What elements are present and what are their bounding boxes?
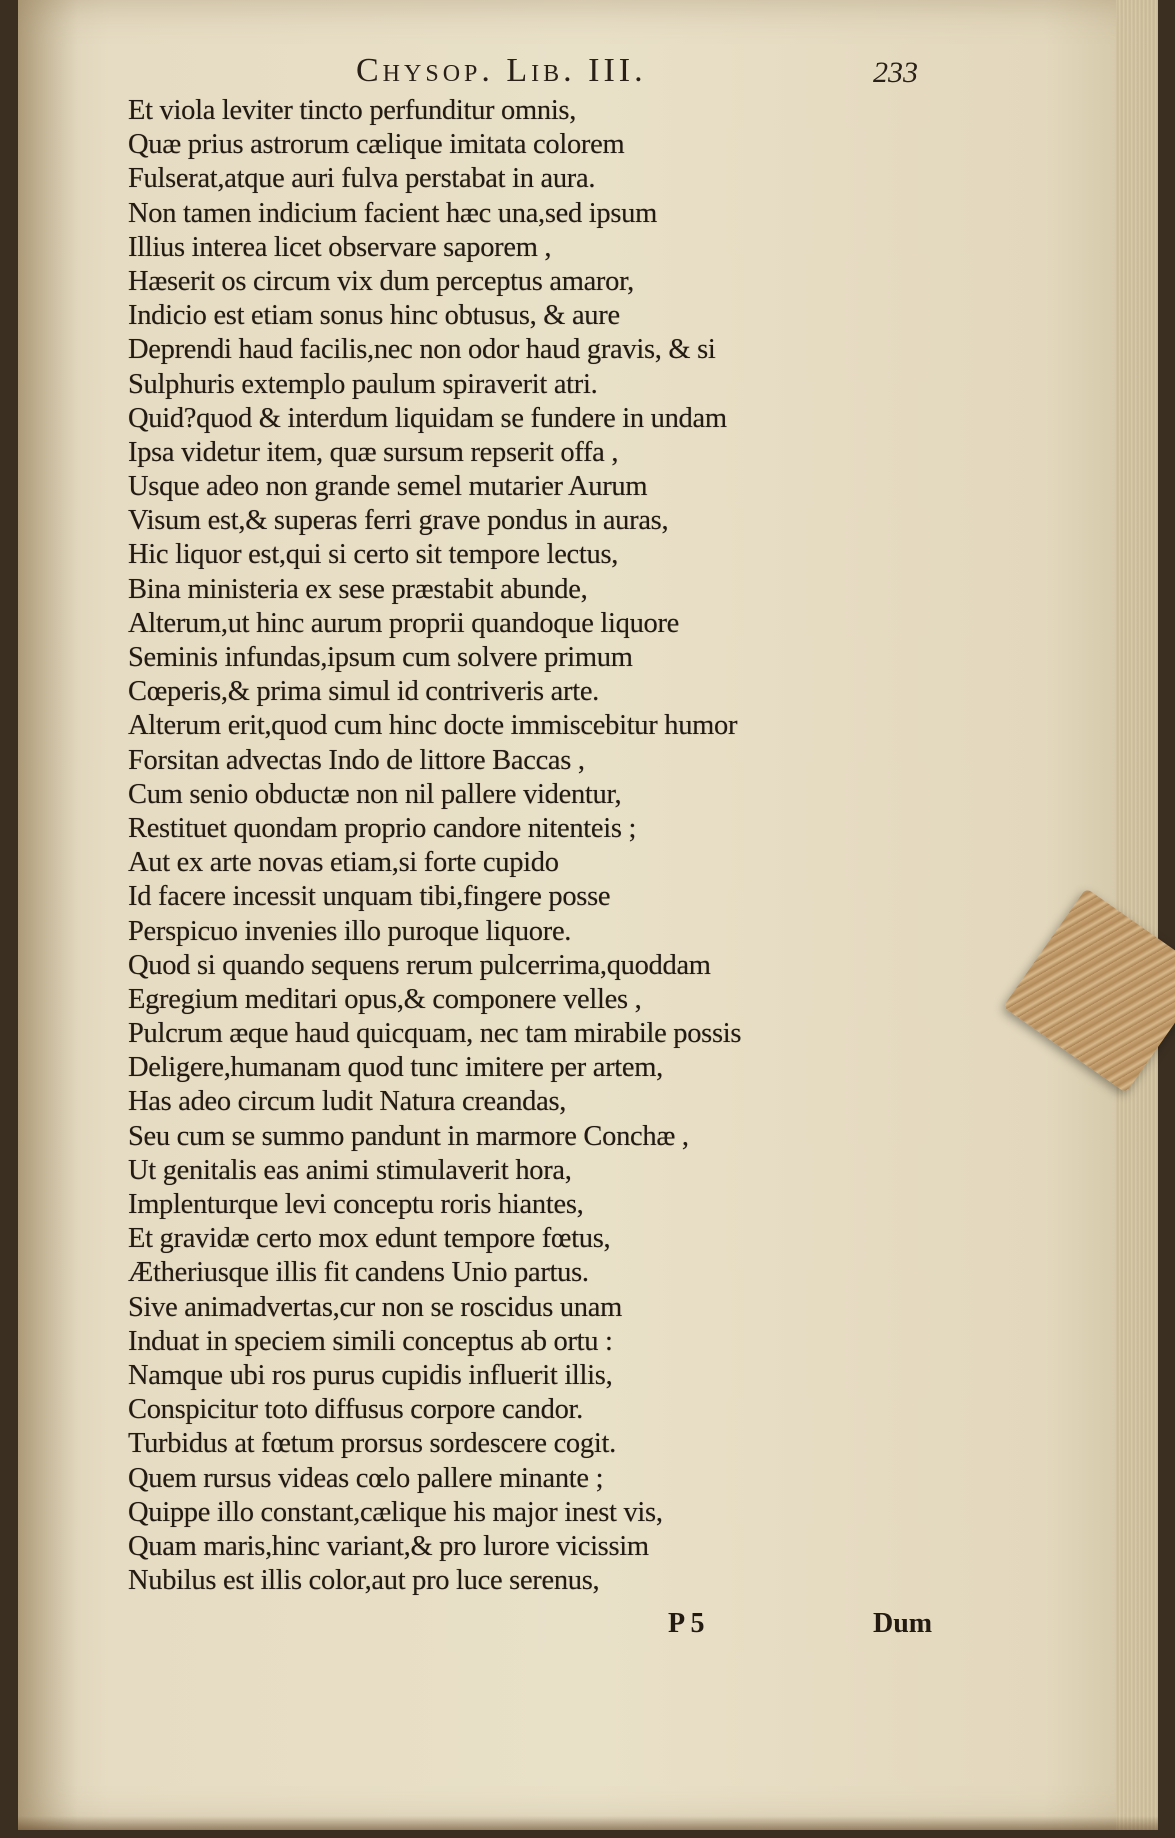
- verse-line: Non tamen indicium facient hæc una,sed ipsum: [128, 197, 657, 229]
- verse-line: Deprendi haud facilis,nec non odor haud gravis, & si: [128, 334, 716, 366]
- verse-line: Usque adeo non grande semel mutarier Aurum: [128, 471, 648, 503]
- verse-line: Perspicuo invenies illo puroque liquore.: [128, 915, 572, 947]
- page-footer: [18, 1608, 1158, 1648]
- verse-line: Egregium meditari opus,& componere velles ,: [128, 983, 642, 1015]
- verse-line: Sulphuris extemplo paulum spiraverit atri.: [128, 368, 598, 400]
- signature-mark: P 5: [668, 1608, 705, 1639]
- verse-line: Quid?quod & interdum liquidam se fundere in undam: [128, 402, 727, 434]
- verse-line: Quem rursus videas cœlo pallere minante ;: [128, 1462, 604, 1494]
- verse-line: Implenturque levi conceptu roris hiantes,: [128, 1189, 584, 1220]
- page-bottom-shadow: [18, 1816, 1158, 1830]
- verse-line: Namque ubi ros purus cupidis influerit illis,: [128, 1359, 613, 1391]
- catchword: Dum: [873, 1608, 933, 1639]
- verse-text-block: [128, 94, 868, 1598]
- verse-line: Pulcrum æque haud quicquam, nec tam mirabile possis: [128, 1018, 742, 1050]
- verse-line: Nubilus est illis color,aut pro luce serenus,: [128, 1565, 600, 1597]
- verse-line: Turbidus at fœtum prorsus sordescere cogit.: [128, 1428, 616, 1460]
- verse-line: Quæ prius astrorum cælique imitata colorem: [128, 129, 625, 161]
- verse-line: Ipsa videtur item, quæ sursum repserit offa ,: [128, 436, 619, 468]
- verse-line: Indicio est etiam sonus hinc obtusus, & aure: [128, 300, 620, 332]
- verse-line: Et viola leviter tincto perfunditur omnis,: [128, 95, 577, 126]
- verse-line: Et gravidæ certo mox edunt tempore fœtus,: [128, 1223, 611, 1255]
- book-page: [18, 0, 1158, 1830]
- verse-line: Deligere,humanam quod tunc imitere per artem,: [128, 1052, 663, 1084]
- page-gutter-shadow: [18, 0, 78, 1830]
- verse-line: Restituet quondam proprio candore nitenteis ;: [128, 812, 637, 844]
- verse-line: Sive animadvertas,cur non se roscidus unam: [128, 1291, 622, 1323]
- verse-line: Ut genitalis eas animi stimulaverit hora,: [128, 1154, 572, 1186]
- verse-line: Cum senio obductæ non nil pallere videntur,: [128, 778, 622, 810]
- verse-line: Induat in speciem simili conceptus ab ortu :: [128, 1325, 613, 1357]
- verse-line: Bina ministeria ex sese præstabit abunde,: [128, 573, 588, 605]
- verse-line: Alterum erit,quod cum hinc docte immiscebitur humor: [128, 710, 738, 742]
- verse-line: Fulserat,atque auri fulva perstabat in aura.: [128, 163, 596, 195]
- verse-line: Alterum,ut hinc aurum proprii quandoque liquore: [128, 607, 680, 639]
- verse-line: Aut ex arte novas etiam,si forte cupido: [128, 847, 559, 879]
- verse-line: Conspicitur toto diffusus corpore candor.: [128, 1394, 583, 1426]
- verse-line: Illius interea licet observare saporem ,: [128, 231, 552, 263]
- verse-line: Seminis infundas,ipsum cum solvere primum: [128, 642, 633, 673]
- verse-line: Quod si quando sequens rerum pulcerrima,quoddam: [128, 949, 711, 981]
- page-number: 233: [873, 56, 918, 89]
- verse-line: Has adeo circum ludit Natura creandas,: [128, 1086, 567, 1118]
- verse-line: Cœperis,& prima simul id contriveris arte.: [128, 676, 600, 708]
- running-head: Chysop. Lib. III.: [356, 52, 647, 89]
- verse-line: Quippe illo constant,cælique his major inest vis,: [128, 1496, 663, 1528]
- verse-line: Id facere incessit unquam tibi,fingere posse: [128, 881, 611, 913]
- verse-line: Hæserit os circum vix dum perceptus amaror,: [128, 265, 634, 297]
- verse-line: Ætheriusque illis fit candens Unio partus.: [128, 1257, 589, 1289]
- verse-line: Forsitan advectas Indo de littore Baccas ,: [128, 744, 585, 776]
- verse-line: Visum est,& superas ferri grave pondus in auras,: [128, 505, 669, 537]
- verse-line: Quam maris,hinc variant,& pro lurore vicissim: [128, 1530, 649, 1562]
- verse-line: Seu cum se summo pandunt in marmore Conchæ ,: [128, 1120, 689, 1152]
- verse-line: Hic liquor est,qui si certo sit tempore lectus,: [128, 539, 619, 571]
